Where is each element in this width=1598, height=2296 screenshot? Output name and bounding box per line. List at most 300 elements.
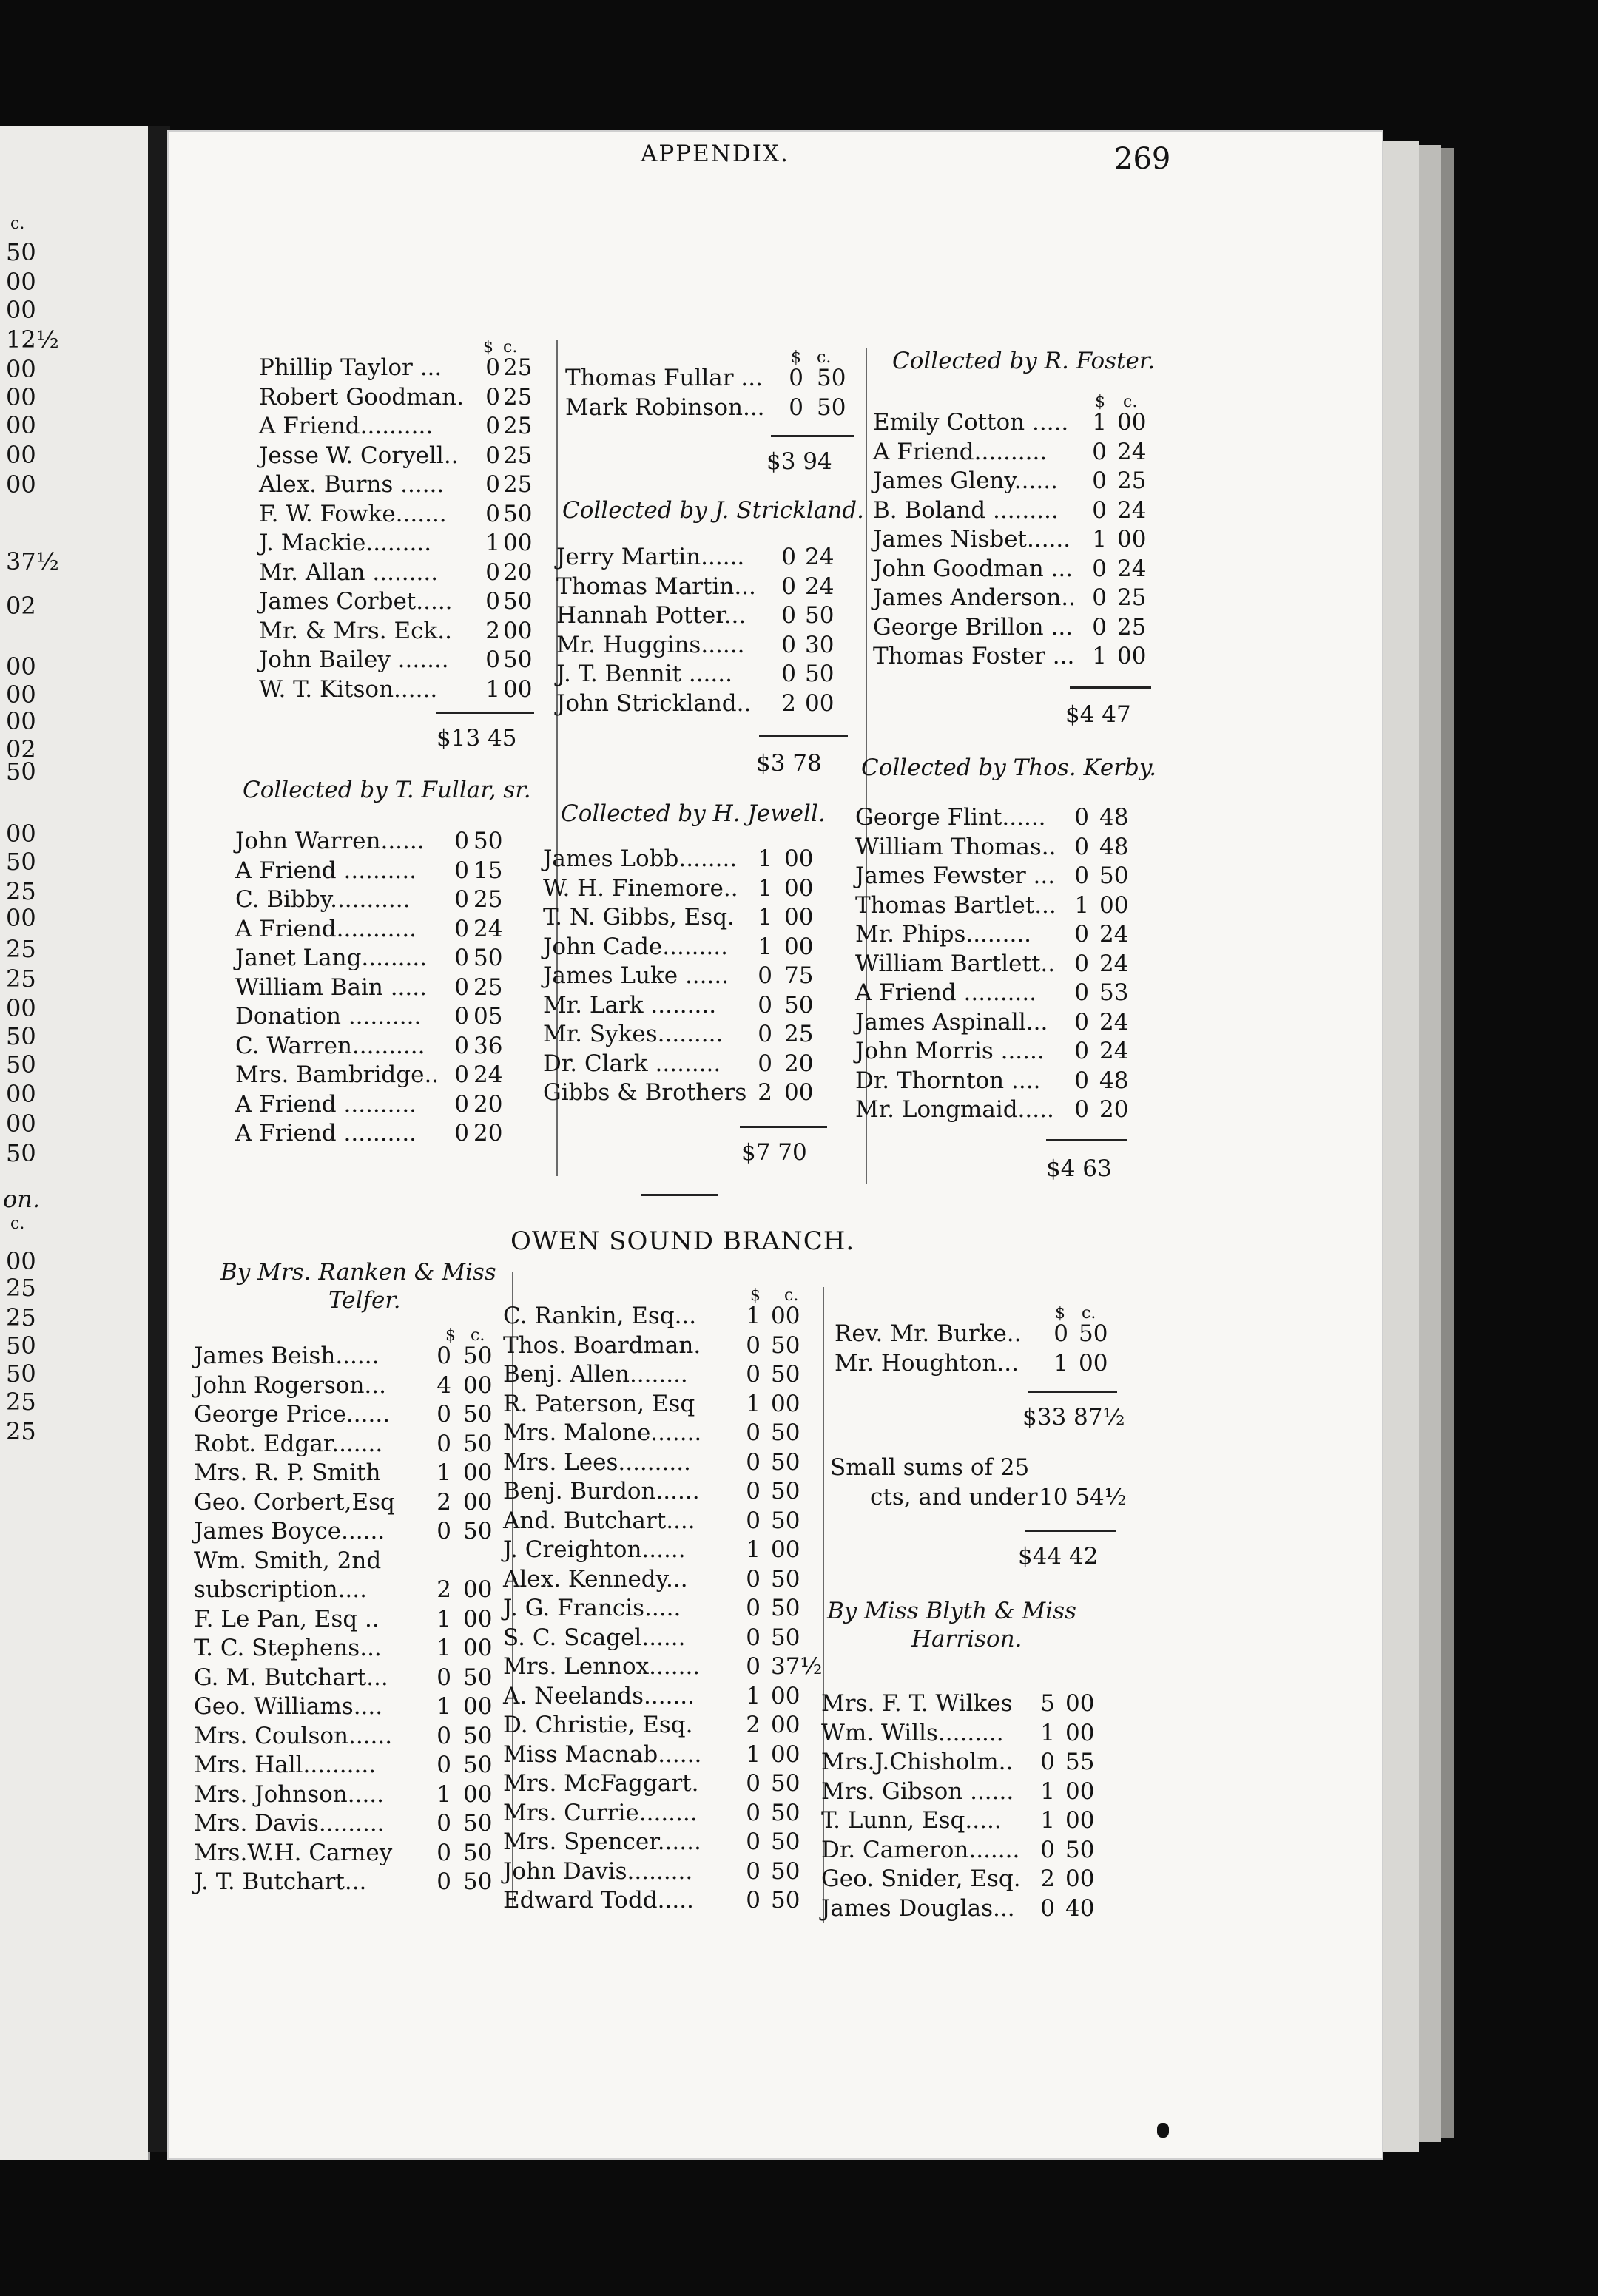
donor-name: Dr. Cameron....... xyxy=(821,1836,1020,1863)
donor-row xyxy=(873,642,1169,672)
donor-name: R. Paterson, Esq xyxy=(503,1390,695,1417)
dollar-amount: 2 xyxy=(781,689,796,717)
collector-heading: Collected by J. Strickland. xyxy=(562,497,864,524)
dollar-amount: 0 xyxy=(746,1331,761,1359)
dollar-amount: 0 xyxy=(746,1829,761,1855)
dollar-amount: 1 xyxy=(1040,1807,1055,1834)
donor-name: Donation .......... xyxy=(235,1003,422,1030)
donor-name: George Flint...... xyxy=(855,804,1046,831)
donor-row xyxy=(543,962,854,991)
cent-amount: 48 xyxy=(1099,804,1129,831)
donor-name: John Rogerson... xyxy=(194,1371,386,1399)
dollar-amount: 0 xyxy=(746,1624,761,1651)
dollar-amount: 0 xyxy=(1040,1836,1055,1863)
left-page-amount: 50 xyxy=(6,1331,36,1360)
donor-row xyxy=(194,1751,512,1780)
donor-row xyxy=(503,1331,814,1361)
donor-row xyxy=(503,1302,814,1331)
sum-rule xyxy=(436,712,534,714)
cent-amount: 00 xyxy=(784,904,814,931)
dollar-amount: 0 xyxy=(758,962,772,989)
donor-row xyxy=(855,920,1166,950)
dollar-amount: 0 xyxy=(746,1799,761,1826)
dollar-amount: 0 xyxy=(436,1401,451,1428)
cent-amount: 00 xyxy=(463,1635,493,1661)
cent-amount: 50 xyxy=(771,1624,800,1651)
dollar-amount: 0 xyxy=(758,991,772,1019)
currency-header: $ c. xyxy=(750,1286,799,1305)
donor-row xyxy=(873,584,1169,613)
donor-row xyxy=(235,973,516,1003)
donor-row xyxy=(259,529,540,558)
collector-heading: Collected by T. Fullar, sr. xyxy=(243,777,531,803)
cent-amount: 50 xyxy=(817,365,846,391)
donor-row xyxy=(543,1020,854,1050)
donor-row xyxy=(855,803,1166,833)
cent-amount: 30 xyxy=(805,631,835,658)
donor-row xyxy=(821,1836,1139,1866)
donor-row xyxy=(194,1839,512,1868)
dollar-amount: 1 xyxy=(485,675,500,703)
section-title: OWEN SOUND BRANCH. xyxy=(510,1226,855,1256)
dollar-amount: 0 xyxy=(746,1565,761,1593)
dollar-amount: 1 xyxy=(436,1780,451,1808)
cent-amount: 00 xyxy=(1079,1349,1108,1377)
donor-row xyxy=(235,1090,516,1120)
donor-name: John Warren...... xyxy=(235,828,425,854)
donor-name: F. Le Pan, Esq .. xyxy=(194,1605,380,1632)
cent-amount: 00 xyxy=(1065,1777,1095,1805)
donor-row xyxy=(835,1320,1145,1349)
dollar-amount: 1 xyxy=(1040,1777,1055,1805)
left-page-amount: 02 xyxy=(6,592,36,620)
donor-name: Emily Cotton ..... xyxy=(873,409,1069,436)
donor-name: subscription.... xyxy=(194,1576,367,1603)
left-page-amount: 00 xyxy=(6,1110,36,1138)
cent-amount: 00 xyxy=(1117,643,1147,669)
donor-name: Mrs. Currie........ xyxy=(503,1799,698,1826)
dollar-amount: 0 xyxy=(781,573,796,600)
cent-amount: 00 xyxy=(784,845,814,872)
dollar-amount: 0 xyxy=(746,1653,761,1680)
dollar-amount: 0 xyxy=(485,413,500,439)
collector-heading: By Miss Blyth & Miss xyxy=(827,1598,1076,1624)
donor-row xyxy=(556,689,852,719)
cent-amount: 00 xyxy=(503,617,533,644)
cent-amount: 50 xyxy=(463,1810,493,1837)
dollar-amount: 0 xyxy=(746,1507,761,1534)
donor-name: Mrs. Coulson...... xyxy=(194,1722,393,1749)
cent-amount: 50 xyxy=(771,1448,800,1476)
cent-amount: 25 xyxy=(1117,467,1147,494)
collector-heading: Telfer. xyxy=(328,1287,401,1314)
dollar-amount: 0 xyxy=(454,973,469,1001)
donor-name: C. Rankin, Esq... xyxy=(503,1303,697,1329)
dollar-amount: 0 xyxy=(746,1887,761,1914)
left-page-amount: 50 xyxy=(6,848,36,876)
cent-amount: 00 xyxy=(463,1693,493,1720)
donor-name: C. Warren.......... xyxy=(235,1032,425,1059)
donor-name: Mrs.J.Chisholm.. xyxy=(821,1749,1014,1775)
donor-row xyxy=(235,1119,516,1149)
donor-row xyxy=(194,1780,512,1810)
donor-name: William Bain ..... xyxy=(235,973,427,1001)
donor-row xyxy=(194,1430,512,1459)
donor-row xyxy=(565,364,861,394)
donor-name: B. Boland ......... xyxy=(873,496,1059,524)
dollar-amount: 0 xyxy=(746,1448,761,1476)
donor-name: A Friend .......... xyxy=(235,1090,417,1118)
dollar-amount: 2 xyxy=(1040,1866,1055,1892)
page-header: APPENDIX. xyxy=(641,141,789,167)
donor-row xyxy=(556,573,852,602)
donor-row xyxy=(543,903,854,933)
left-page-amount: 12½ xyxy=(6,325,59,354)
donor-row xyxy=(194,1634,512,1664)
dollar-amount: 0 xyxy=(746,1595,761,1621)
cent-amount: 50 xyxy=(805,602,835,629)
donor-name: Geo. Snider, Esq. xyxy=(821,1866,1021,1892)
cent-amount: 50 xyxy=(463,1343,493,1369)
donor-row xyxy=(543,874,854,904)
donor-row xyxy=(194,1517,512,1547)
donor-row xyxy=(855,891,1166,921)
dollar-amount: 1 xyxy=(436,1635,451,1661)
donor-name: John Bailey ....... xyxy=(259,646,449,673)
donor-name: A Friend .......... xyxy=(855,979,1037,1006)
donor-name: William Thomas.. xyxy=(855,833,1056,860)
cent-amount: 00 xyxy=(771,1682,800,1709)
dollar-amount: 0 xyxy=(1040,1749,1055,1775)
cent-amount: 00 xyxy=(1065,1807,1095,1834)
dollar-amount: 0 xyxy=(1074,1096,1089,1123)
dollar-amount: 0 xyxy=(485,442,500,469)
donor-name: S. C. Scagel...... xyxy=(503,1624,686,1651)
cent-amount: 50 xyxy=(473,828,503,854)
donor-row xyxy=(194,1400,512,1430)
cent-amount: 50 xyxy=(463,1752,493,1778)
dollar-amount: 1 xyxy=(1074,891,1089,919)
donor-row xyxy=(503,1828,814,1857)
cent-amount: 00 xyxy=(463,1371,493,1399)
donor-name: Alex. Burns ...... xyxy=(259,471,445,498)
donor-row xyxy=(235,1032,516,1061)
left-page-amount: 50 xyxy=(6,1360,36,1388)
donor-row xyxy=(503,1565,814,1595)
book-gutter xyxy=(148,126,170,2152)
donor-row xyxy=(556,631,852,661)
dollar-amount: 1 xyxy=(758,874,772,902)
donor-name: Jesse W. Coryell.. xyxy=(259,442,459,469)
cent-amount: 40 xyxy=(1065,1894,1095,1922)
donor-name: William Bartlett.. xyxy=(855,950,1056,977)
cent-amount: 00 xyxy=(805,689,835,717)
left-page-amount: 00 xyxy=(6,296,36,324)
donor-row xyxy=(235,885,516,915)
dollar-amount: 0 xyxy=(485,471,500,498)
dollar-amount: 0 xyxy=(454,1032,469,1059)
donor-name: J. T. Bennit ...... xyxy=(556,661,732,687)
donor-name: Mr. Longmaid..... xyxy=(855,1096,1054,1123)
donor-row xyxy=(259,354,540,383)
cent-amount: 00 xyxy=(503,675,533,703)
sum-rule xyxy=(1046,1139,1127,1141)
cent-amount: 24 xyxy=(805,544,835,570)
donor-name: J. Mackie......... xyxy=(259,530,432,556)
cent-amount: 50 xyxy=(771,1331,800,1359)
left-page-amount: 50 xyxy=(6,757,36,786)
left-page-amount: 00 xyxy=(6,268,36,296)
donor-row xyxy=(235,915,516,945)
subtotal: $33 87½ xyxy=(1022,1404,1125,1431)
currency-header: $ c. xyxy=(445,1326,485,1345)
cent-amount: 50 xyxy=(771,1361,800,1388)
cent-amount: 00 xyxy=(784,874,814,902)
dollar-amount: 0 xyxy=(485,558,500,586)
dollar-amount: 0 xyxy=(436,1518,451,1544)
dollar-amount: 1 xyxy=(746,1682,761,1709)
donor-name: G. M. Butchart... xyxy=(194,1664,388,1691)
cent-amount: 50 xyxy=(463,1722,493,1749)
dollar-amount: 1 xyxy=(436,1605,451,1632)
small-sums-label: cts, and under xyxy=(870,1484,1038,1510)
cent-amount: 75 xyxy=(784,962,814,989)
cent-amount: 00 xyxy=(463,1576,493,1603)
cent-amount: 50 xyxy=(463,1430,493,1457)
cent-amount: 50 xyxy=(771,1507,800,1534)
cent-amount: 20 xyxy=(503,558,533,586)
dollar-amount: 0 xyxy=(454,828,469,854)
donor-row xyxy=(855,950,1166,979)
cent-amount: 20 xyxy=(1099,1096,1129,1123)
donor-name: Dr. Clark ......... xyxy=(543,1050,721,1077)
donor-name: John Davis......... xyxy=(503,1857,693,1885)
donor-row xyxy=(503,1769,814,1799)
donor-name: Mrs. Bambridge.. xyxy=(235,1061,439,1088)
left-page-amount: 00 xyxy=(6,652,36,681)
dollar-amount: 2 xyxy=(746,1712,761,1738)
dollar-amount: 0 xyxy=(454,1061,469,1088)
block-total: $7 70 xyxy=(741,1139,807,1166)
dollar-amount: 1 xyxy=(758,933,772,960)
cent-amount: 50 xyxy=(1065,1836,1095,1863)
donor-row xyxy=(503,1799,814,1829)
dollar-amount: 0 xyxy=(1074,950,1089,977)
donor-name: Mrs. Hall.......... xyxy=(194,1752,377,1778)
left-page-amount: 02 xyxy=(6,735,36,763)
donor-row xyxy=(194,1605,512,1635)
cent-amount: 00 xyxy=(771,1536,800,1563)
dollar-amount: 1 xyxy=(436,1459,451,1486)
cent-amount: 00 xyxy=(463,1780,493,1808)
dollar-amount: 0 xyxy=(1074,862,1089,889)
cent-amount: 00 xyxy=(1065,1719,1095,1746)
cent-amount: 53 xyxy=(1099,979,1129,1006)
donor-name: Mrs. Lees.......... xyxy=(503,1448,691,1476)
cent-amount: 50 xyxy=(1079,1320,1108,1347)
block-total: $4 47 xyxy=(1065,701,1131,728)
donor-row xyxy=(503,1448,814,1478)
cent-amount: 36 xyxy=(473,1032,503,1059)
donor-row xyxy=(543,845,854,874)
dollar-amount: 0 xyxy=(454,857,469,884)
dollar-amount: 0 xyxy=(758,1050,772,1077)
donor-name: Phillip Taylor ... xyxy=(259,354,442,381)
donor-row xyxy=(503,1682,814,1712)
donor-row xyxy=(194,1576,512,1605)
cent-amount: 25 xyxy=(473,886,503,913)
cent-amount: 24 xyxy=(1117,496,1147,524)
left-page-amount: 25 xyxy=(6,1417,36,1445)
donor-row xyxy=(543,1078,854,1108)
donor-row xyxy=(873,555,1169,584)
donor-name: Mrs.W.H. Carney xyxy=(194,1839,393,1866)
sum-rule xyxy=(771,435,854,437)
donor-row xyxy=(503,1507,814,1536)
donor-name: T. C. Stephens... xyxy=(194,1635,382,1661)
donor-name: Hannah Potter... xyxy=(556,602,746,629)
cent-amount: 50 xyxy=(771,1478,800,1505)
cent-amount: 50 xyxy=(771,1419,800,1446)
page-number: 269 xyxy=(1114,142,1171,176)
donor-name: And. Butchart.... xyxy=(503,1507,695,1534)
cent-amount: 50 xyxy=(771,1799,800,1826)
cent-amount: 50 xyxy=(463,1401,493,1428)
block-total: $3 78 xyxy=(756,750,822,777)
donor-row xyxy=(259,587,540,617)
donor-row xyxy=(855,1008,1166,1038)
dollar-amount: 0 xyxy=(781,631,796,658)
cent-amount: 50 xyxy=(817,394,846,421)
donor-list xyxy=(835,1299,1145,1378)
donor-row xyxy=(503,1390,814,1419)
donor-row xyxy=(235,827,516,857)
donor-name: J. T. Butchart... xyxy=(194,1868,367,1895)
cent-amount: 24 xyxy=(1117,438,1147,465)
dollar-amount: 1 xyxy=(1092,409,1107,436)
donor-name: James Boyce...... xyxy=(194,1518,385,1544)
donor-name: Mr. Allan ......... xyxy=(259,558,439,586)
dollar-amount: 1 xyxy=(1053,1349,1068,1377)
donor-row xyxy=(194,1371,512,1401)
cent-amount: 50 xyxy=(771,1770,800,1797)
donor-name: Mrs. Lennox....... xyxy=(503,1653,701,1680)
cent-amount: 00 xyxy=(1099,891,1129,919)
donor-row xyxy=(855,1037,1166,1067)
donor-row xyxy=(259,383,540,413)
sum-rule xyxy=(1070,686,1151,689)
dollar-amount: 0 xyxy=(454,1090,469,1118)
donor-name: Thomas Foster ... xyxy=(873,643,1075,669)
cent-amount: 00 xyxy=(1117,526,1147,553)
donor-name: C. Bibby........... xyxy=(235,886,411,913)
donor-row xyxy=(821,1806,1139,1836)
dollar-amount: 0 xyxy=(746,1361,761,1388)
dollar-amount: 0 xyxy=(1092,496,1107,524)
donor-row xyxy=(259,617,540,646)
donor-name: John Cade......... xyxy=(543,933,728,960)
donor-row xyxy=(503,1886,814,1916)
dollar-amount: 4 xyxy=(436,1371,451,1399)
page-edge xyxy=(1441,148,1454,2138)
cent-amount: 25 xyxy=(473,973,503,1001)
dollar-amount: 1 xyxy=(746,1390,761,1417)
donor-row xyxy=(821,1748,1139,1777)
cent-amount: 24 xyxy=(1099,921,1129,948)
donor-name: Mr. & Mrs. Eck.. xyxy=(259,617,452,644)
cent-amount: 50 xyxy=(771,1595,800,1621)
donor-name: T. N. Gibbs, Esq. xyxy=(543,904,735,931)
cent-amount: 20 xyxy=(473,1090,503,1118)
currency-header: $ c. xyxy=(791,348,832,367)
cent-amount: 15 xyxy=(473,857,503,884)
cent-amount: 50 xyxy=(473,945,503,971)
dollar-amount: 0 xyxy=(746,1770,761,1797)
donor-name: Geo. Corbert,Esq xyxy=(194,1488,395,1516)
dollar-amount: 1 xyxy=(758,845,772,872)
cent-amount: 25 xyxy=(784,1021,814,1047)
cent-amount: 00 xyxy=(771,1740,800,1768)
donor-name: Mr. Sykes......... xyxy=(543,1021,724,1047)
cent-amount: 24 xyxy=(1117,555,1147,582)
donor-name: A Friend .......... xyxy=(235,857,417,884)
donor-row xyxy=(194,1722,512,1752)
donor-row xyxy=(821,1689,1139,1719)
donor-name: D. Christie, Esq. xyxy=(503,1712,693,1738)
donor-name: Mr. Lark ......... xyxy=(543,991,717,1019)
dollar-amount: 0 xyxy=(746,1419,761,1446)
cent-amount: 24 xyxy=(1099,1008,1129,1036)
dollar-amount: 2 xyxy=(485,617,500,644)
donor-row xyxy=(503,1477,814,1507)
donor-row xyxy=(503,1740,814,1770)
cent-amount: 50 xyxy=(771,1829,800,1855)
cent-amount: 50 xyxy=(1099,862,1129,889)
donor-name: Benj. Burdon...... xyxy=(503,1478,700,1505)
donor-list xyxy=(855,803,1166,1125)
dollar-amount: 0 xyxy=(746,1478,761,1505)
currency-header: $ c. xyxy=(1055,1304,1096,1323)
donor-row xyxy=(259,412,540,442)
cent-amount: 50 xyxy=(805,661,835,687)
cent-amount: 05 xyxy=(473,1003,503,1030)
donor-row xyxy=(855,862,1166,891)
cent-amount: 25 xyxy=(1117,584,1147,611)
donor-row xyxy=(194,1342,512,1371)
donor-row xyxy=(821,1777,1139,1807)
dollar-amount: 0 xyxy=(1053,1320,1068,1347)
cent-amount: 00 xyxy=(771,1303,800,1329)
dollar-amount: 0 xyxy=(454,1120,469,1147)
cent-amount: 50 xyxy=(463,1868,493,1895)
donor-name: James Aspinall... xyxy=(855,1008,1048,1036)
dollar-amount: 0 xyxy=(789,365,803,391)
donor-name: John Strickland.. xyxy=(556,689,752,717)
left-page-amount: 00 xyxy=(6,994,36,1022)
dollar-amount: 0 xyxy=(485,354,500,381)
donor-name: Mrs. Spencer...... xyxy=(503,1829,701,1855)
dollar-amount: 0 xyxy=(781,602,796,629)
donor-name: Mrs. Gibson ...... xyxy=(821,1777,1014,1805)
cent-amount: 00 xyxy=(463,1605,493,1632)
dollar-amount: 0 xyxy=(485,500,500,527)
page-edge xyxy=(1419,145,1441,2142)
donor-name: Dr. Thornton .... xyxy=(855,1067,1041,1094)
dollar-amount: 0 xyxy=(436,1343,451,1369)
cent-amount: 00 xyxy=(1065,1866,1095,1892)
donor-row xyxy=(556,601,852,631)
donor-row xyxy=(503,1711,814,1740)
